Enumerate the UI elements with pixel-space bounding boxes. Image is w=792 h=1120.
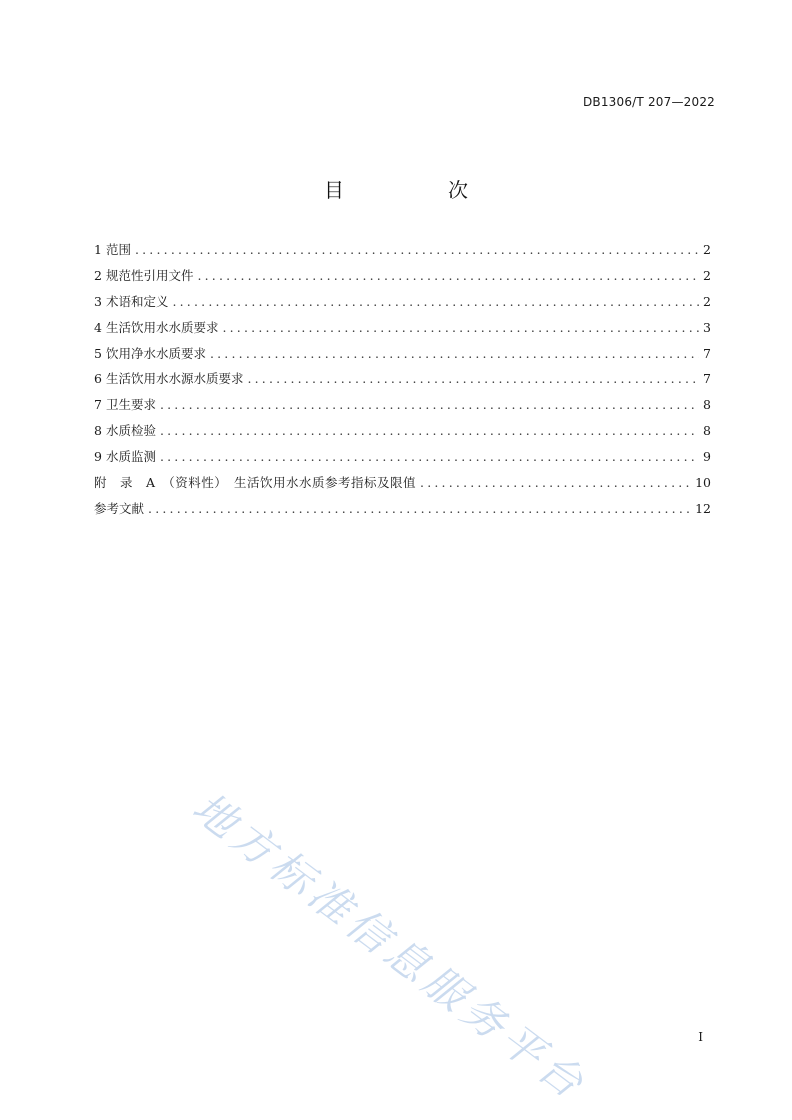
toc-label: 生活饮用水水质要求 [105,319,219,335]
toc-page-number: 8 [703,423,711,439]
toc-leader-dots [420,473,691,493]
page-title: 目 次 [324,178,510,202]
toc-label: 水质检验 [105,423,156,439]
toc-entry-appendix-a[interactable] [94,473,711,499]
toc-label: 范围 [105,242,131,257]
toc-number: 8 [94,423,106,439]
toc-page-number: 7 [703,371,711,387]
toc-page-number: 2 [703,242,711,257]
toc-entry-source-water-quality[interactable] [94,369,711,395]
toc-entry-scope[interactable] [94,240,711,266]
toc-page-number: 2 [703,293,711,309]
toc-leader-dots [172,292,699,312]
toc-leader-dots [222,318,699,338]
toc-leader-dots [160,395,699,415]
toc-number: 9 [94,449,106,465]
toc-number: 7 [94,397,106,413]
toc-entry-normative-references[interactable] [94,266,711,292]
toc-entry-bibliography[interactable] [94,499,711,525]
toc-leader-dots [148,499,691,519]
toc-entry-hygiene-requirements[interactable] [94,395,711,421]
toc-label: 术语和定义 [105,293,169,309]
toc-page-number: 7 [703,345,711,361]
toc-label: 附 录 A （资料性） 生活饮用水水质参考指标及限值 [94,475,417,491]
toc-label: 卫生要求 [105,397,156,413]
toc-label: 饮用净水水质要求 [105,345,206,361]
toc-page-number: 10 [695,475,711,491]
toc-entry-purified-water-quality[interactable] [94,344,711,370]
toc-label: 规范性引用文件 [105,267,194,283]
toc-entry-water-testing[interactable] [94,421,711,447]
toc-leader-dots [160,421,699,441]
toc-page-number: 2 [703,267,711,283]
toc-number: 4 [94,319,106,335]
toc-label: 水质监测 [105,449,156,465]
table-of-contents [94,240,711,525]
toc-number: 3 [94,293,106,309]
standard-code: DB1306/T 207—2022 [582,95,715,109]
toc-leader-dots [247,369,699,389]
toc-leader-dots [135,240,699,260]
toc-number: 2 [94,267,106,283]
toc-entry-water-monitoring[interactable] [94,447,711,473]
toc-leader-dots [197,266,699,286]
toc-entry-drinking-water-quality[interactable] [94,318,711,344]
toc-number: 1 [94,242,106,257]
toc-page-number: 3 [703,319,711,335]
watermark: 地方标准信息服务平台 [183,782,597,1111]
toc-page-number: 12 [695,500,711,516]
toc-label: 生活饮用水水源水质要求 [105,371,244,387]
toc-entry-terms-definitions[interactable] [94,292,711,318]
toc-leader-dots [160,447,699,467]
toc-leader-dots [210,344,699,364]
toc-page-number: 9 [703,449,711,465]
toc-label: 参考文献 [94,500,145,516]
toc-page-number: 8 [703,397,711,413]
toc-number: 5 [94,345,106,361]
page-number: I [698,1030,703,1044]
toc-number: 6 [94,371,106,387]
